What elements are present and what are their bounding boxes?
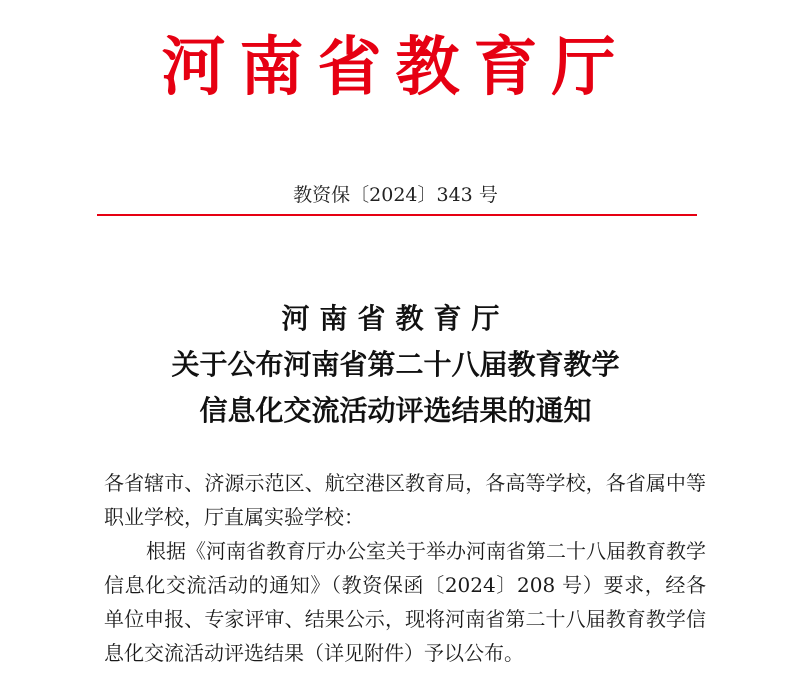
document-body: [104, 466, 706, 670]
title-line-issuer: 河南省教育厅: [281, 302, 510, 335]
red-divider-line: [97, 214, 697, 216]
document-number: 教资保〔2024〕343 号: [293, 184, 498, 206]
masthead-title: 河南省教育厅: [161, 30, 630, 105]
title-line-subject-2: 信息化交流活动评选结果的通知: [199, 394, 592, 427]
document-title: [0, 296, 791, 434]
title-line-subject-1: 关于公布河南省第二十八届教育教学: [171, 348, 620, 381]
salutation: 各省辖市、济源示范区、航空港区教育局，各高等学校，各省属中等职业学校，厅直属实验学校：: [104, 471, 706, 529]
body-paragraph: 根据《河南省教育厅办公室关于举办河南省第二十八届教育教学信息化交流活动的通知》（教资保函〔2024〕208 号）要求，经各单位申报、专家评审、结果公示，现将河南省第二十八届教育教学信息化交流活动评选结果（详见附件）予以公布。: [104, 539, 706, 665]
